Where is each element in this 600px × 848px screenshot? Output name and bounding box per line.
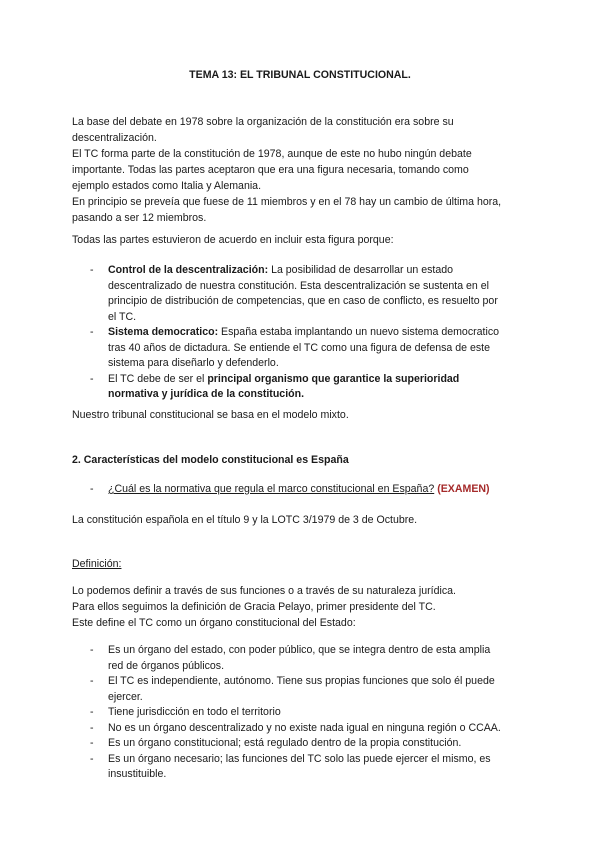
page-title: TEMA 13: EL TRIBUNAL CONSTITUCIONAL. <box>189 69 411 81</box>
intro-line: descentralización. <box>72 132 157 144</box>
agreement-paragraph <box>72 232 532 248</box>
dash-bullet: - <box>90 644 94 656</box>
reason-text: La posibilidad de desarrollar un estado <box>268 264 454 276</box>
list-item <box>90 263 530 325</box>
features-list <box>90 643 530 783</box>
answer-text: La constitución española en el título 9 y la LOTC 3/1979 de 3 de Octubre. <box>72 514 418 526</box>
list-item <box>90 482 530 498</box>
dash-bullet: - <box>90 483 94 495</box>
feature-text: insustituible. <box>108 768 167 780</box>
model-paragraph <box>72 407 532 423</box>
feature-text: Es un órgano del estado, con poder público, que se integra dentro de esta amplia <box>108 644 491 656</box>
feature-text: ejercer. <box>108 690 143 703</box>
feature-text: El TC es independiente, autónomo. Tiene sus propias funciones que solo él puede <box>108 675 495 687</box>
question-list <box>90 482 530 498</box>
reason-title: Sistema democratico: <box>108 326 219 338</box>
dash-bullet: - <box>90 264 94 276</box>
dash-bullet: - <box>90 737 94 749</box>
intro-line: importante. Todas las partes aceptaron que era una figura necesaria, tomando como <box>72 164 469 176</box>
dash-bullet: - <box>90 752 94 765</box>
reason-text: el TC. <box>108 310 137 323</box>
section-2-heading: 2. Características del modelo constitucional es España <box>72 454 349 466</box>
list-item <box>90 372 530 403</box>
definition-line: Este define el TC como un órgano constitucional del Estado: <box>72 617 356 629</box>
list-item <box>90 674 530 705</box>
reason-text: tras 40 años de dictadura. Se entiende el TC como una figura de defensa de este <box>108 341 491 354</box>
reason-title: Control de la descentralización: <box>108 264 269 276</box>
reasons-list <box>90 263 530 403</box>
intro-line: ejemplo estados como Italia y Alemania. <box>72 180 262 192</box>
intro-paragraph <box>72 114 532 226</box>
reason-text: El TC debe de ser el <box>108 372 208 385</box>
list-item <box>90 643 530 674</box>
reason-bold: principal organismo que garantice la superioridad <box>207 372 460 385</box>
intro-line: En principio se preveía que fuese de 11 miembros y en el 78 hay un cambio de última hora, <box>72 196 502 208</box>
list-item <box>90 721 530 737</box>
feature-text: No es un órgano descentralizado y no existe nada igual en ninguna región o CCAA. <box>108 721 501 734</box>
feature-text: Tiene jurisdicción en todo el territorio <box>108 706 281 718</box>
dash-bullet: - <box>90 372 94 385</box>
intro-line: pasando a ser 12 miembros. <box>72 212 207 224</box>
definition-heading: Definición: <box>72 558 122 570</box>
agreement-text: Todas las partes estuvieron de acuerdo en incluir esta figura porque: <box>72 234 394 246</box>
reason-text: sistema para diseñarlo y defenderlo. <box>108 357 279 369</box>
dash-bullet: - <box>90 326 94 338</box>
definition-paragraph <box>72 583 532 631</box>
definition-line: Para ellos seguimos la definición de Gracia Pelayo, primer presidente del TC. <box>72 601 436 613</box>
reason-text: principio de distribución de competencias, que en caso de conflicto, es resuelto por <box>108 295 498 307</box>
feature-text: Es un órgano necesario; las funciones del TC solo las puede ejercer el mismo, es <box>108 752 491 765</box>
definition-line: Lo podemos definir a través de sus funciones o a través de su naturaleza jurídica. <box>72 585 456 597</box>
list-item <box>90 736 530 752</box>
list-item <box>90 752 530 783</box>
feature-text: Es un órgano constitucional; está regulado dentro de la propia constitución. <box>108 737 462 749</box>
reason-bold: normativa y jurídica de la constitución. <box>108 388 305 400</box>
intro-line: La base del debate en 1978 sobre la organización de la constitución era sobre su <box>72 116 454 128</box>
model-text: Nuestro tribunal constitucional se basa en el modelo mixto. <box>72 409 349 421</box>
list-item <box>90 325 530 372</box>
reason-text: España estaba implantando un nuevo sistema democratico <box>218 326 500 338</box>
intro-line: El TC forma parte de la constitución de 1978, aunque de este no hubo ningún debate <box>72 148 472 160</box>
dash-bullet: - <box>90 706 94 718</box>
dash-bullet: - <box>90 675 94 687</box>
exam-tag: (EXAMEN) <box>437 483 490 495</box>
question-text: ¿Cuál es la normativa que regula el marco constitucional en España? <box>108 483 435 495</box>
answer-paragraph <box>72 512 532 528</box>
list-item <box>90 705 530 721</box>
reason-text: descentralizado de nuestra constitución. Esta descentralización se sustenta en el <box>108 279 490 292</box>
feature-text: red de órganos públicos. <box>108 659 225 672</box>
dash-bullet: - <box>90 721 94 734</box>
